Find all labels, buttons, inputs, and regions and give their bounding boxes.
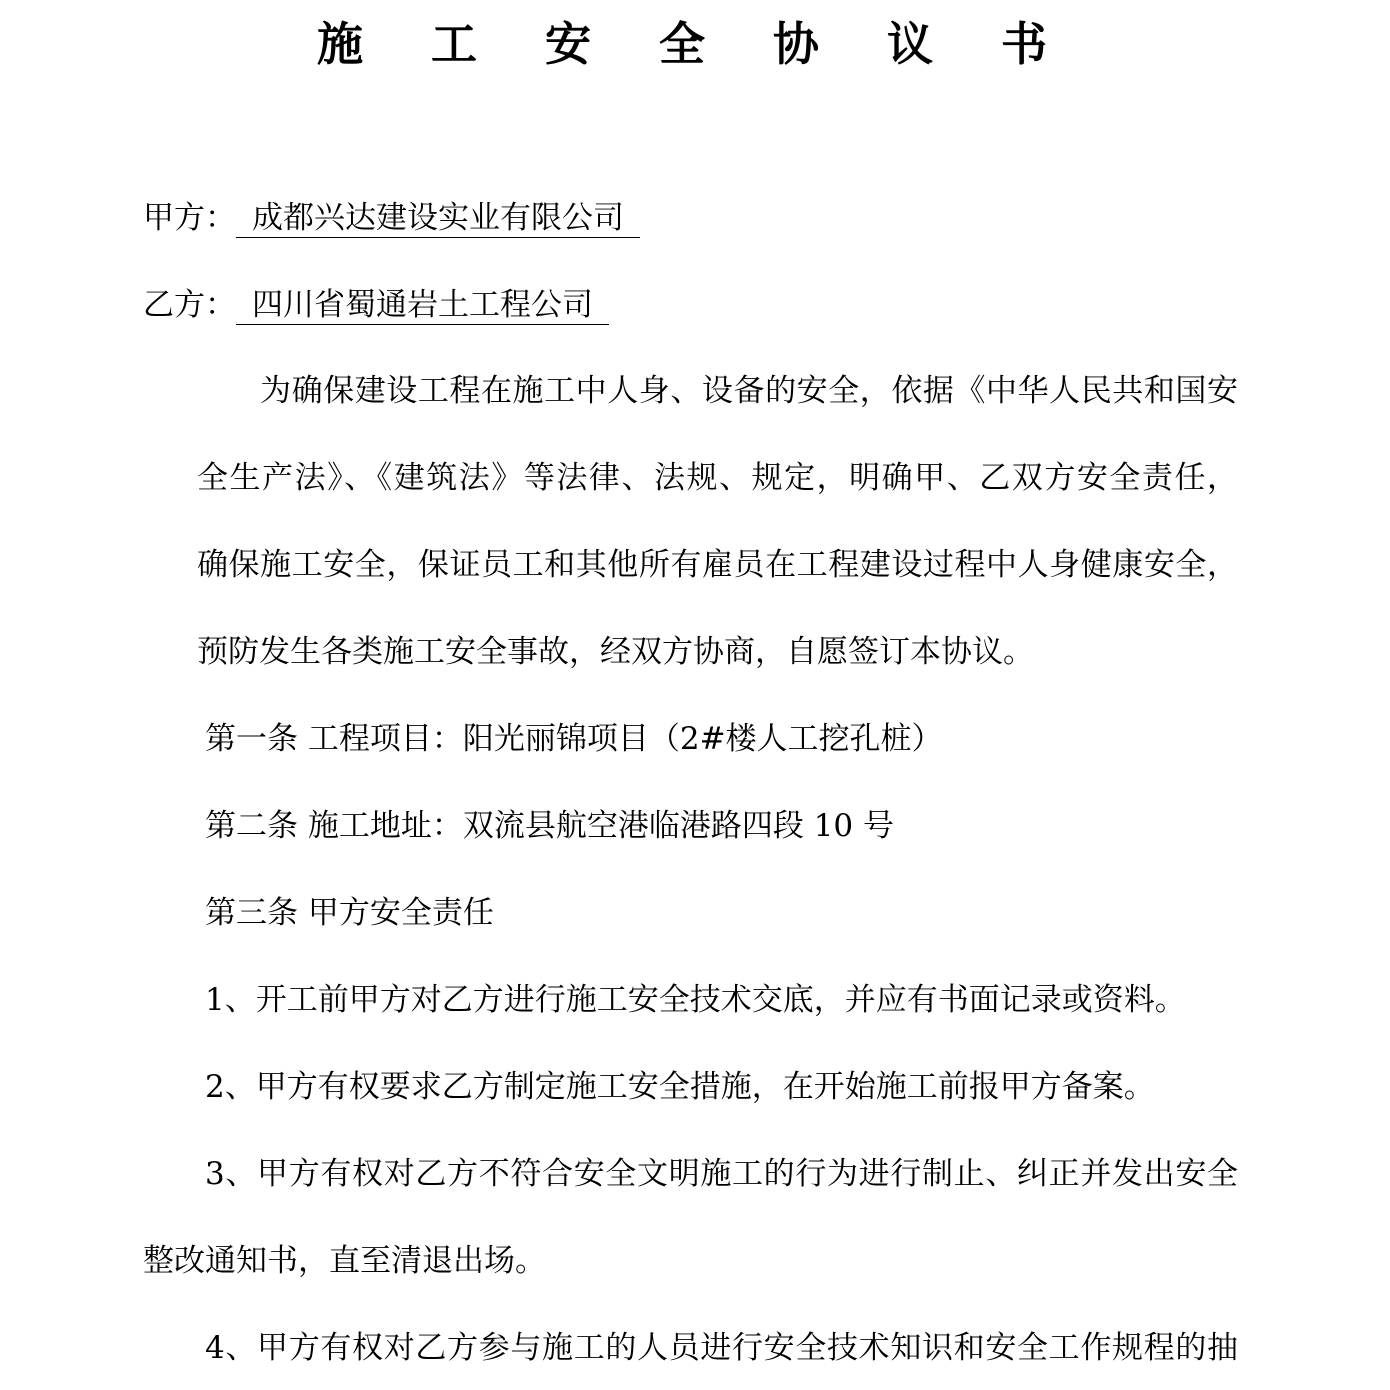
article-2-number: 第二条 xyxy=(205,808,298,844)
preamble-line-4: 预防发生各类施工安全事故，经双方协商，自愿签订本协议。 xyxy=(197,634,1034,670)
clause-3-continued: 整改通知书，直至清退出场。 xyxy=(143,1243,546,1279)
article-3-text: 甲方安全责任 xyxy=(307,895,494,931)
party-a-name: 成都兴达建设实业有限公司 xyxy=(236,199,640,238)
article-2-text: 施工地址：双流县航空港临港路四段 10 号 xyxy=(307,808,895,844)
party-a-line xyxy=(143,198,640,238)
article-3 xyxy=(205,893,494,933)
article-2 xyxy=(205,806,894,846)
article-3-number: 第三条 xyxy=(205,895,298,931)
article-1-text: 工程项目：阳光丽锦项目（2#楼人工挖孔桩） xyxy=(307,721,943,757)
clause-3: 3、甲方有权对乙方不符合安全文明施工的行为进行制止、纠正并发出安全 xyxy=(205,1156,1238,1192)
article-1 xyxy=(205,719,943,759)
party-a-label: 甲方： xyxy=(143,200,236,236)
preamble-line-2: 全生产法》、《建筑法》等法律、法规、规定，明确甲、乙双方安全责任， xyxy=(197,460,1238,496)
clause-2: 2、甲方有权要求乙方制定施工安全措施，在开始施工前报甲方备案。 xyxy=(205,1069,1155,1105)
party-b-label: 乙方： xyxy=(143,287,236,323)
party-b-line xyxy=(143,285,609,325)
party-b-name: 四川省蜀通岩土工程公司 xyxy=(236,286,609,325)
document-title: 施 工 安 全 协 议 书 xyxy=(316,17,1074,71)
clause-1: 1、开工前甲方对乙方进行施工安全技术交底，并应有书面记录或资料。 xyxy=(205,982,1186,1018)
clause-4: 4、甲方有权对乙方参与施工的人员进行安全技术知识和安全工作规程的抽 xyxy=(205,1330,1238,1366)
article-1-number: 第一条 xyxy=(205,721,298,757)
preamble-line-1: 为确保建设工程在施工中人身、设备的安全，依据《中华人民共和国安 xyxy=(260,373,1238,409)
preamble-line-3: 确保施工安全，保证员工和其他所有雇员在工程建设过程中人身健康安全， xyxy=(197,547,1238,583)
